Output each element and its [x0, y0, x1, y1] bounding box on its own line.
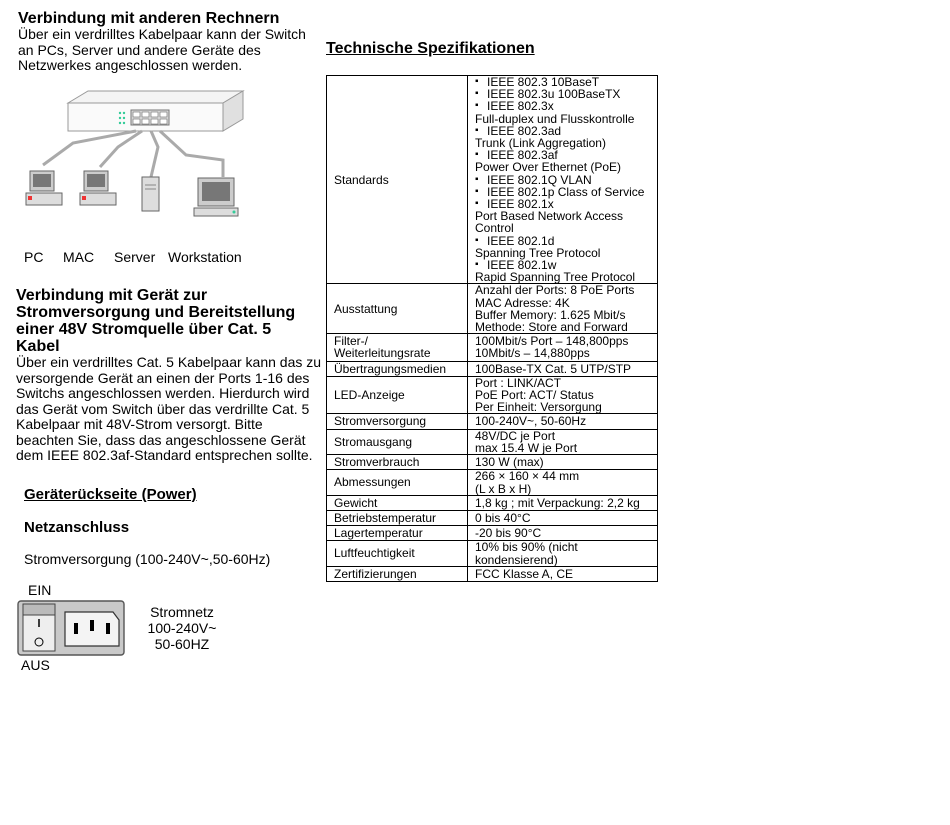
workstation-icon	[194, 178, 238, 216]
switch-icon	[68, 91, 243, 131]
key-line: LED-Anzeige	[334, 388, 405, 403]
standard-item: ▪ IEEE 802.3ad	[475, 125, 650, 137]
body-line: versorgende Gerät an einen der Ports 1-16 des	[16, 369, 310, 386]
standard-item: ▪ IEEE 802.1x	[475, 198, 650, 210]
spec-table	[326, 75, 658, 582]
standard-note: Full-duplex und Flusskontrolle	[475, 111, 635, 126]
value-line: max 15.4 W je Port	[475, 440, 578, 455]
device-label-pc: PC	[24, 249, 44, 265]
value-line: 130 W (max)	[475, 455, 544, 470]
value-line: MAC Adresse: 4K	[475, 295, 570, 310]
device-label-mac: MAC	[63, 249, 95, 265]
key-line: Betriebstemperatur	[334, 510, 437, 525]
spec-value	[468, 429, 658, 454]
value-line: FCC Klasse A, CE	[475, 566, 574, 581]
key-line: Übertragungsmedien	[334, 361, 447, 376]
switch-on-label: EIN	[28, 582, 52, 598]
value-line: 48V/DC je Port	[475, 428, 556, 443]
standard-item: ▪ IEEE 802.3u 100BaseTX	[475, 88, 650, 100]
key-line: Ausstattung	[334, 301, 398, 316]
iec-socket-icon	[65, 612, 119, 646]
standard-item: ▪ IEEE 802.1p Class of Service	[475, 186, 650, 198]
value-line: kondensierend)	[475, 552, 558, 567]
standard-note: Spanning Tree Protocol	[475, 245, 601, 260]
spec-key	[327, 495, 468, 510]
value-line: PoE Port: ACT/ Status	[475, 388, 594, 403]
body-line: Kabelpaar mit 48V-Strom versorgt. Bitte	[16, 416, 263, 432]
spec-key	[327, 334, 468, 361]
table-row	[327, 429, 658, 454]
table-row	[327, 76, 658, 284]
mains-line: 50-60HZ	[154, 636, 210, 652]
table-row	[327, 455, 658, 470]
value-line: Per Einheit: Versorgung	[475, 400, 602, 415]
power-socket-diagram	[17, 600, 127, 657]
section-network-connection	[18, 10, 318, 74]
spec-key	[327, 566, 468, 581]
value-line: 100Mbit/s Port – 148,800pps	[475, 334, 629, 349]
spec-title: Technische Spezifikationen	[326, 40, 535, 57]
spec-value	[468, 566, 658, 581]
network-diagram	[18, 85, 248, 220]
body-line: Über ein verdrilltes Kabelpaar kann der Switch	[18, 26, 306, 42]
value-line: -20 bis 90°C	[475, 526, 542, 541]
value-line: 266 × 160 × 44 mm	[475, 469, 580, 484]
value-line: 1,8 kg ; mit Verpackung: 2,2 kg	[475, 495, 640, 510]
spec-value	[468, 541, 658, 566]
rear-panel-title: Geräterückseite (Power)	[24, 486, 197, 503]
table-row	[327, 470, 658, 495]
table-row	[327, 541, 658, 566]
spec-value	[468, 284, 658, 334]
device-label-server: Server	[114, 249, 156, 265]
section-title: Verbindung mit anderen Rechnern	[18, 10, 280, 27]
pc-icon	[26, 171, 62, 205]
title-line: Verbindung mit Gerät zur	[16, 287, 208, 304]
standard-item: ▪ IEEE 802.1w	[475, 259, 650, 271]
spec-value	[468, 361, 658, 376]
value-line: 10Mbit/s – 14,880pps	[475, 346, 590, 361]
spec-value	[468, 510, 658, 525]
body-line: Switchs angeschlossen werden. Hierdurch wird	[16, 385, 310, 401]
body-line: an PCs, Server und andere Geräte des	[18, 41, 261, 58]
spec-value	[468, 334, 658, 361]
value-line: 100Base-TX Cat. 5 UTP/STP	[475, 361, 632, 376]
key-line: Stromausgang	[334, 434, 413, 449]
standard-item: ▪ IEEE 802.3af	[475, 149, 650, 161]
table-row	[327, 566, 658, 581]
table-row	[327, 414, 658, 429]
power-switch-icon	[23, 604, 55, 651]
value-line: (L x B x H)	[475, 481, 532, 496]
power-supply-text: Stromversorgung (100-240V~,50-60Hz)	[24, 551, 271, 567]
value-line: Anzahl der Ports: 8 PoE Ports	[475, 283, 635, 298]
spec-key	[327, 376, 468, 414]
key-line: Stromverbrauch	[334, 455, 420, 470]
spec-value	[468, 495, 658, 510]
value-line: Port : LINK/ACT	[475, 375, 562, 390]
switch-off-label: AUS	[21, 657, 50, 673]
spec-key	[327, 429, 468, 454]
key-line: Filter-/	[334, 334, 368, 349]
mac-icon	[80, 171, 116, 205]
value-line: 10% bis 90% (nicht	[475, 540, 578, 555]
mains-line: Stromnetz	[150, 604, 214, 620]
value-line: Buffer Memory: 1.625 Mbit/s	[475, 307, 626, 322]
spec-key	[327, 526, 468, 541]
table-row	[327, 510, 658, 525]
mains-label	[140, 604, 224, 652]
value-line: Methode: Store and Forward	[475, 320, 628, 335]
title-line: Kabel	[16, 338, 60, 355]
standard-note: Port Based Network Access	[475, 209, 624, 224]
spec-key	[327, 455, 468, 470]
spec-value	[468, 526, 658, 541]
key-line: Abmessungen	[334, 475, 411, 490]
spec-value	[468, 414, 658, 429]
key-line: Gewicht	[334, 495, 378, 510]
spec-key	[327, 541, 468, 566]
spec-value	[468, 470, 658, 495]
standard-item: ▪ IEEE 802.1Q VLAN	[475, 174, 650, 186]
key-line: Lagertemperatur	[334, 526, 423, 541]
key-line: Weiterleitungsrate	[334, 346, 431, 361]
title-line: Stromversorgung und Bereitstellung	[16, 304, 296, 321]
server-icon	[142, 177, 159, 211]
standard-item: ▪ IEEE 802.3 10BaseT	[475, 76, 650, 88]
device-label-workstation: Workstation	[168, 249, 242, 265]
table-row	[327, 495, 658, 510]
spec-value	[468, 455, 658, 470]
value-line: 100-240V~, 50-60Hz	[475, 414, 587, 429]
table-row	[327, 526, 658, 541]
standard-note: Trunk (Link Aggregation)	[475, 136, 606, 151]
body-line: Über ein verdrilltes Cat. 5 Kabelpaar kann das zu	[16, 354, 322, 370]
power-connector-title: Netzanschluss	[24, 519, 130, 536]
standard-note: Control	[475, 221, 514, 236]
table-row	[327, 376, 658, 414]
spec-key	[327, 510, 468, 525]
section-body	[16, 355, 321, 464]
spec-key: Standards	[327, 76, 468, 284]
section-body	[18, 27, 318, 74]
body-line: beachten Sie, dass das angeschlossene Gerät	[16, 431, 306, 448]
title-line: einer 48V Stromquelle über Cat. 5	[16, 321, 272, 338]
standard-item: ▪ IEEE 802.1d	[475, 235, 650, 247]
body-line: Netzwerkes angeschlossen werden.	[18, 57, 243, 73]
spec-key	[327, 284, 468, 334]
table-row	[327, 334, 658, 361]
key-line: Luftfeuchtigkeit	[334, 546, 415, 561]
section-poe-connection	[16, 287, 321, 464]
key-line: Stromversorgung	[334, 414, 427, 429]
spec-key	[327, 361, 468, 376]
table-row	[327, 361, 658, 376]
value-line: 0 bis 40°C	[475, 510, 531, 525]
spec-key	[327, 414, 468, 429]
section-title	[16, 287, 321, 355]
standard-item: ▪ IEEE 802.3x	[475, 100, 650, 112]
spec-value	[468, 376, 658, 414]
body-line: das Gerät vom Switch über das verdrillte Cat. 5	[16, 400, 310, 417]
key-line: Zertifizierungen	[334, 566, 417, 581]
table-row	[327, 284, 658, 334]
spec-key	[327, 470, 468, 495]
body-line: dem IEEE 802.3af-Standard entsprechen sollte.	[16, 447, 313, 463]
spec-value	[468, 76, 658, 284]
mains-line: 100-240V~	[147, 620, 217, 636]
standard-note: Rapid Spanning Tree Protocol	[475, 270, 636, 285]
standard-note: Power Over Ethernet (PoE)	[475, 160, 622, 175]
